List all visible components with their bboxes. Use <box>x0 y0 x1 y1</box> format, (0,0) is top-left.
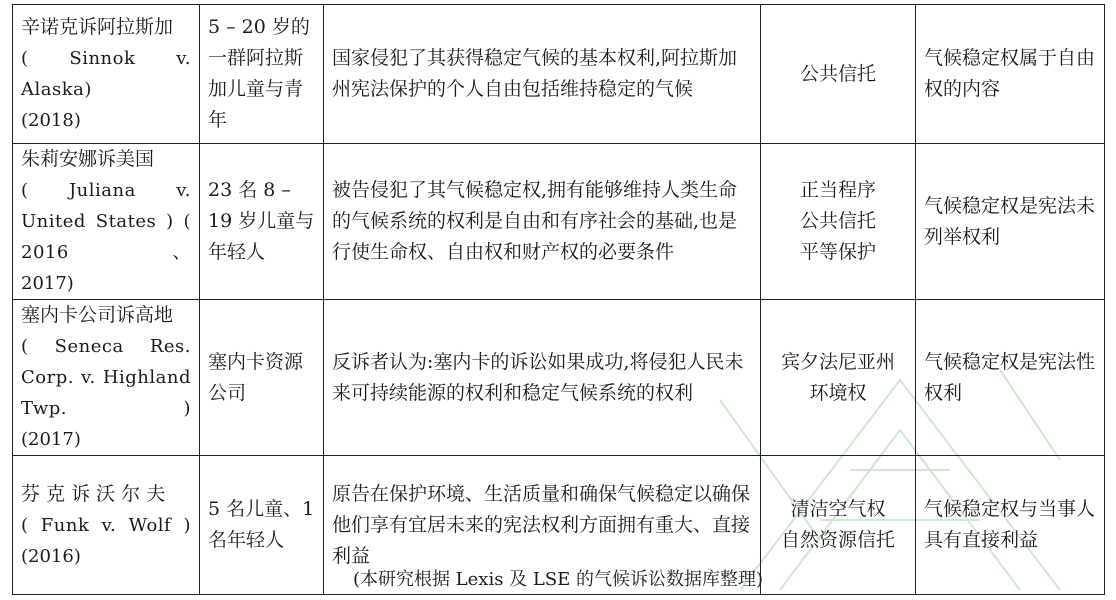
plaintiff-cell: 5 名儿童、1 名年轻人 <box>200 456 324 595</box>
case-name-cell <box>13 300 200 456</box>
legal-basis-item: 宾夕法尼亚州 <box>780 350 895 373</box>
case-name-chinese: 芬 克 诉 沃 尔 夫 <box>21 482 166 505</box>
table-source-caption: (本研究根据 Lexis 及 LSE 的气候诉讼数据库整理) <box>352 569 764 590</box>
case-year: (2017) <box>21 429 81 450</box>
case-name-chinese: 辛诺克诉阿拉斯加 <box>21 16 174 38</box>
case-year: (2018) <box>21 110 81 131</box>
legal-basis-item: 清洁空气权 <box>790 498 886 520</box>
legal-basis-item: 正当程序 <box>799 179 876 201</box>
case-name-chinese: 塞内卡公司诉高地 <box>21 304 174 326</box>
right-nature-cell: 气候稳定权是宪法未列举权利 <box>916 144 1105 300</box>
case-year: (2016) <box>21 545 81 567</box>
claim-cell: 反诉者认为:塞内卡的诉讼如果成功,将侵犯人民未来可持续能源的权利和稳定气候系统的权利 <box>324 300 761 456</box>
case-year: 2017) <box>21 273 74 294</box>
claim-cell: 被告侵犯了其气候稳定权,拥有能够维持人类生命的气候系统的权利是自由和有序社会的基础,也是行使生命权、自由权和财产权的必要条件 <box>324 144 761 300</box>
claim-cell: 国家侵犯了其获得稳定气候的基本权利,阿拉斯加州宪法保护的个人自由包括维持稳定的气候 <box>324 5 761 144</box>
case-name-cell <box>13 5 200 144</box>
case-name-chinese: 朱莉安娜诉美国 <box>21 148 155 170</box>
legal-basis-item: 公共信托 <box>799 62 876 85</box>
legal-basis-item: 公共信托 <box>799 210 876 232</box>
right-nature-cell: 气候稳定权与当事人具有直接利益 <box>916 456 1105 595</box>
legal-basis-cell <box>761 5 916 144</box>
case-name-english: ( Funk v. Wolf ) <box>21 514 191 536</box>
plaintiff-cell: 塞内卡资源公司 <box>200 300 324 456</box>
plaintiff-cell: 5 – 20 岁的一群阿拉斯加儿童与青年 <box>200 5 324 144</box>
case-name-english: ( Sinnok v. Alaska) <box>21 48 191 100</box>
claim-cell: 原告在保护环境、生活质量和确保气候稳定以确保他们享有宜居未来的宪法权利方面拥有重大、直接利益 <box>324 456 761 595</box>
climate-litigation-table <box>12 4 1105 595</box>
table-row <box>13 5 1105 144</box>
legal-basis-item: 平等保护 <box>799 241 876 263</box>
table-row <box>13 300 1105 456</box>
right-nature-cell: 气候稳定权属于自由权的内容 <box>916 5 1105 144</box>
plaintiff-cell: 23 名 8 – 19 岁儿童与年轻人 <box>200 144 324 300</box>
case-name-cell <box>13 144 200 300</box>
table-row <box>13 144 1105 300</box>
legal-basis-item: 环境权 <box>809 381 867 404</box>
case-name-english: ( Juliana v. United States ) ( 2016、 <box>21 180 191 263</box>
legal-basis-cell <box>761 144 916 300</box>
legal-basis-cell <box>761 300 916 456</box>
right-nature-cell: 气候稳定权是宪法性权利 <box>916 300 1105 456</box>
case-name-english: ( Seneca Res. Corp. v. Highland Twp. ) <box>21 336 191 419</box>
legal-basis-item: 自然资源信托 <box>780 529 895 551</box>
